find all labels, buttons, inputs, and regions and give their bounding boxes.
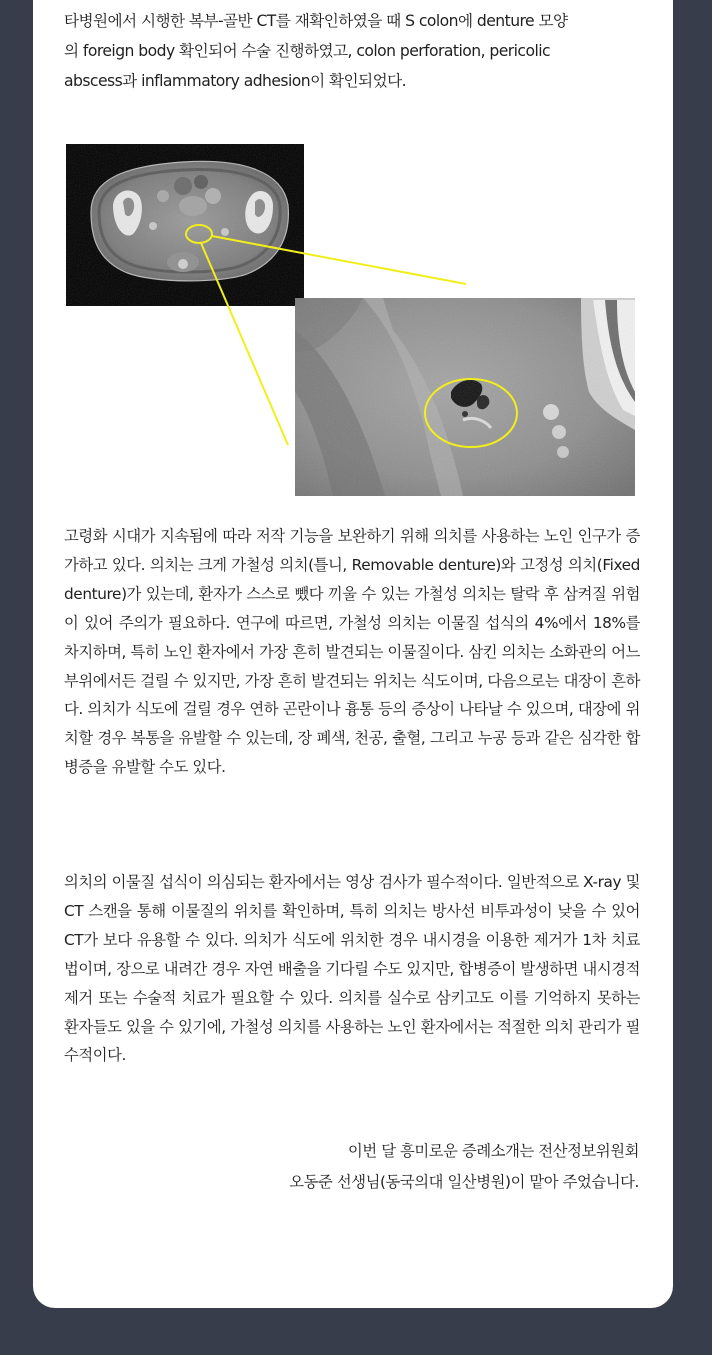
article-paragraph: 고령화 시대가 지속됨에 따라 저작 기능을 보완하기 위해 의치를 사용하는 노인 인구가 증가하고 있다. 의치는 크게 가철성 의치(틀니, Removable denture)와 고정성 의치(Fixed denture)가 있는데, 환자가 스스로 뺐다 끼울 수 있는 가철성 의치는 탈락 후 삼켜질 위험이 있어 주의가 필요하다. 연구에 따르면, 가철성 의치는 이물질 섭식의 4%에서 18%를 차지하며, 특히 노인 환자에서 가장 흔히 발견되는 이물질이다. 삼킨 의치는 소화관의 어느 부위에서든 걸릴 수 있지만, 가장 흔히 발견되는 위치는 식도이며, 다음으로는 대장이 흔하다. 의치가 식도에 걸릴 경우 연하 곤란이나 흉통 등의 증상이 나타날 수 있으며, 대장에 위치할 경우 복통을 유발할 수 있는데, 장 폐색, 천공, 출혈, 그리고 누공 등과 같은 심각한 합병증을 유발할 수도 있다. [64, 527, 640, 777]
ct-overview-image [66, 144, 304, 306]
article-paragraph: 의치의 이물질 섭식이 의심되는 환자에서는 영상 검사가 필수적이다. 일반적으로 X-ray 및 CT 스캔을 통해 이물질의 위치를 확인하며, 특히 의치는 방사선 비투과성이 낮을 수 있어 CT가 보다 유용할 수 있다. 의치가 식도에 위치한 경우 내시경을 이용한 제거가 1차 치료법이며, 장으로 내려간 경우 자연 배출을 기다릴 수도 있지만, 합병증이 발생하면 내시경적 제거 또는 수술적 치료가 필요할 수 있다. 의치를 실수로 삼키고도 이를 기억하지 못하는 환자들도 있을 수 있기에, 가철성 의치를 사용하는 노인 환자에서는 적절한 의치 관리가 필수적이다. [64, 873, 640, 1065]
annotation-overlay [186, 225, 517, 447]
article-card [33, 0, 673, 1308]
ct-zoom-image [295, 298, 635, 496]
credit-line-author: 오동준 선생님(동국의대 일산병원)이 맡아 주었습니다. [289, 1173, 639, 1191]
author-credit [119, 1136, 639, 1198]
intro-text: 타병원에서 시행한 복부-골반 CT를 재확인하였을 때 S colon에 denture 모양 의 foreign body 확인되어 수술 진행하였고, colon perforation, pericolic abscess과 inflammatory adhesion이 확인되었다. [64, 12, 568, 90]
credit-line-committee: 이번 달 흥미로운 증례소개는 전산정보위원회 [347, 1142, 639, 1160]
